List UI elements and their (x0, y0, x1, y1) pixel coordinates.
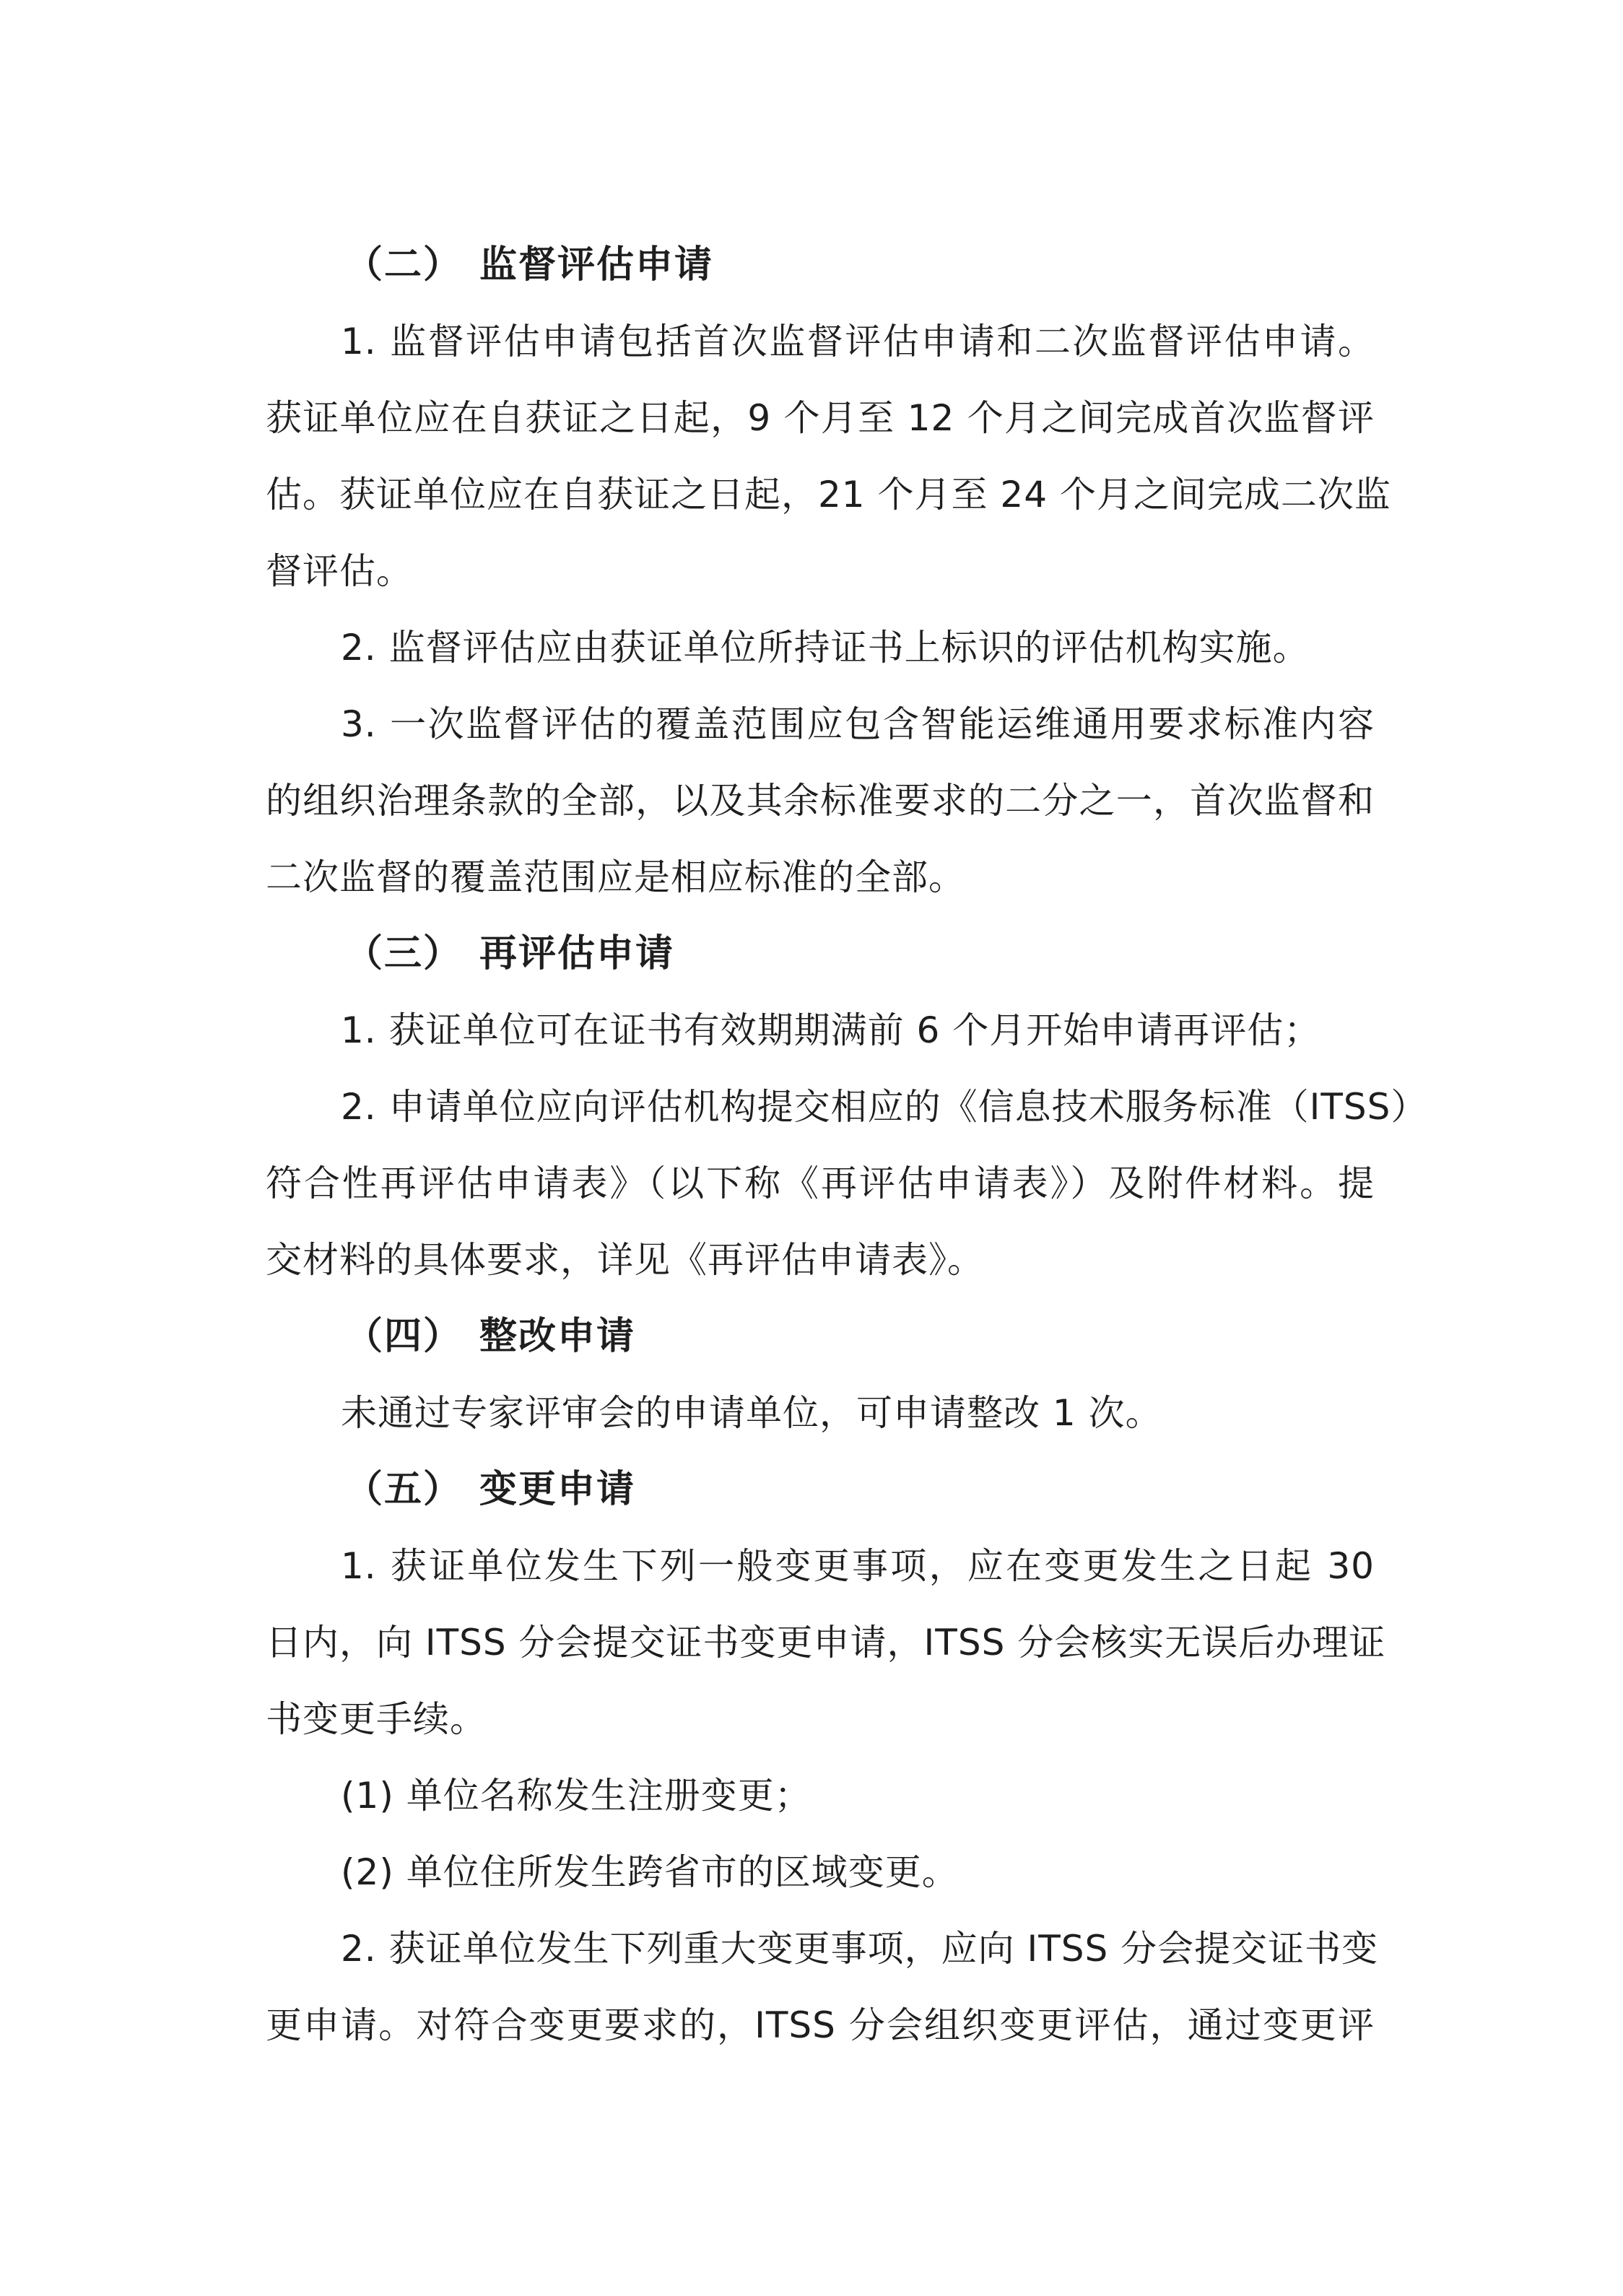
section-title-5: 变更申请 (479, 1468, 636, 1511)
s2-p1-line1: 1. 监督评估申请包括首次监督评估申请和二次监督评估申请。 (341, 321, 1375, 362)
s2-p1-line4: 督评估。 (266, 550, 413, 592)
s2-p1-line2: 获证单位应在自获证之日起，9 个月至 12 个月之间完成首次监督评 (266, 397, 1375, 439)
s2-p3-line3: 二次监督的覆盖范围应是相应标准的全部。 (266, 856, 965, 898)
s3-p1: 1. 获证单位可在证书有效期期满前 6 个月开始申请再评估； (341, 1009, 1321, 1051)
section-heading-4 (345, 1311, 635, 1362)
s5-p1-line1: 1. 获证单位发生下列一般变更事项，应在变更发生之日起 30 (341, 1545, 1375, 1587)
section-heading-2 (345, 240, 713, 290)
s5-list-item-1: (1) 单位名称发生注册变更； (341, 1775, 812, 1817)
s5-p1-line2: 日内，向 ITSS 分会提交证书变更申请，ITSS 分会核实无误后办理证 (266, 1622, 1386, 1664)
s3-p2-line1: 2. 申请单位应向评估机构提交相应的《信息技术服务标准（ITSS） (341, 1086, 1428, 1128)
s2-p3-line2: 的组织治理条款的全部，以及其余标准要求的二分之一，首次监督和 (266, 780, 1375, 822)
section-title-4: 整改申请 (479, 1315, 636, 1358)
section-number-3: （三） (345, 932, 463, 975)
section-heading-5 (345, 1464, 635, 1515)
s5-p2-line2: 更申请。对符合变更要求的，ITSS 分会组织变更评估，通过变更评 (266, 2004, 1375, 2046)
section-heading-3 (345, 929, 674, 979)
s5-list-item-2: (2) 单位住所发生跨省市的区域变更。 (341, 1851, 959, 1893)
section-title-2: 监督评估申请 (479, 243, 714, 287)
s2-p3-line1: 3. 一次监督评估的覆盖范围应包含智能运维通用要求标准内容 (341, 703, 1375, 745)
s3-p2-line3: 交材料的具体要求，详见《再评估申请表》。 (266, 1239, 984, 1281)
s5-p2-line1: 2. 获证单位发生下列重大变更事项，应向 ITSS 分会提交证书变 (341, 1928, 1379, 1970)
s4-p1: 未通过专家评审会的申请单位，可申请整改 1 次。 (341, 1392, 1162, 1434)
s2-p2: 2. 监督评估应由获证单位所持证书上标识的评估机构实施。 (341, 627, 1310, 669)
section-number-2: （二） (345, 243, 463, 287)
s2-p1-line3: 估。获证单位应在自获证之日起，21 个月至 24 个月之间完成二次监 (266, 474, 1391, 516)
s5-p1-line3: 书变更手续。 (266, 1698, 487, 1740)
s3-p2-line2: 符合性再评估申请表》（以下称《再评估申请表》）及附件材料。提 (266, 1162, 1375, 1204)
section-number-4: （四） (345, 1315, 463, 1358)
section-number-5: （五） (345, 1468, 463, 1511)
section-title-3: 再评估申请 (479, 932, 675, 975)
